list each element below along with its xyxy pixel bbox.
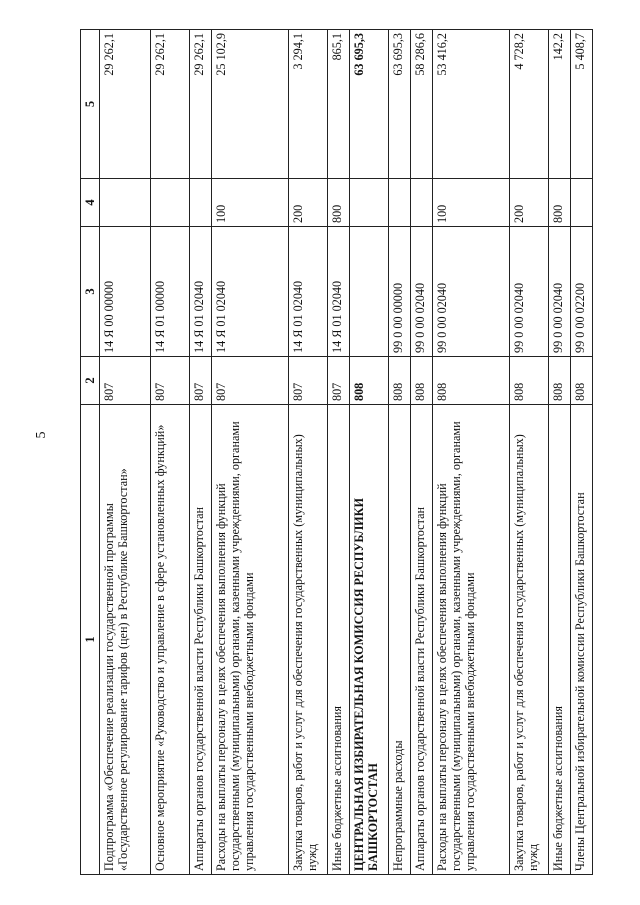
row-name: Непрограммные расходы — [389, 405, 411, 875]
row-code: 807 — [100, 357, 151, 405]
row-amount: 53 416,2 — [433, 30, 510, 179]
column-header-5: 5 — [81, 30, 100, 179]
row-type — [389, 179, 411, 227]
row-name: Аппараты органов государственной власти Республики Башкортостан — [411, 405, 433, 875]
row-name: Аппараты органов государственной власти Республики Башкортостан — [190, 405, 212, 875]
row-code: 808 — [549, 357, 571, 405]
table-header-row — [81, 30, 100, 875]
row-amount: 63 695,3 — [389, 30, 411, 179]
row-code: 808 — [433, 357, 510, 405]
row-code: 808 — [411, 357, 433, 405]
row-code: 808 — [350, 357, 389, 405]
row-name: Члены Центральной избирательной комиссии Республики Башкортостан — [571, 405, 593, 875]
row-code: 807 — [212, 357, 289, 405]
row-amount: 29 262,1 — [151, 30, 190, 179]
row-type: 200 — [510, 179, 549, 227]
row-target: 99 0 00 02200 — [571, 227, 593, 357]
row-target: 14 Я 00 00000 — [100, 227, 151, 357]
row-target: 99 0 00 00000 — [389, 227, 411, 357]
row-target: 14 Я 01 02040 — [212, 227, 289, 357]
row-amount: 4 728,2 — [510, 30, 549, 179]
table-row — [289, 30, 328, 875]
row-amount: 25 102,9 — [212, 30, 289, 179]
row-code: 808 — [389, 357, 411, 405]
row-target: 14 Я 01 02040 — [289, 227, 328, 357]
row-amount: 5 408,7 — [571, 30, 593, 179]
row-amount: 63 695,3 — [350, 30, 389, 179]
table-row — [549, 30, 571, 875]
table-row — [433, 30, 510, 875]
row-name: Закупка товаров, работ и услуг для обеспечения государственных (муниципальных) нужд — [510, 405, 549, 875]
row-type — [190, 179, 212, 227]
table-row — [510, 30, 549, 875]
row-type — [350, 179, 389, 227]
budget-table — [80, 29, 593, 875]
table-row — [328, 30, 350, 875]
row-name: ЦЕНТРАЛЬНАЯ ИЗБИРАТЕЛЬНАЯ КОМИССИЯ РЕСПУБЛИКИ БАШКОРТОСТАН — [350, 405, 389, 875]
row-target: 99 0 00 02040 — [549, 227, 571, 357]
table-row — [100, 30, 151, 875]
column-header-1: 1 — [81, 405, 100, 875]
row-code: 807 — [289, 357, 328, 405]
row-amount: 142,2 — [549, 30, 571, 179]
row-type — [100, 179, 151, 227]
row-code: 808 — [571, 357, 593, 405]
row-type — [151, 179, 190, 227]
row-target — [350, 227, 389, 357]
row-target: 14 Я 01 02040 — [328, 227, 350, 357]
row-type — [571, 179, 593, 227]
row-name: Расходы на выплаты персоналу в целях обеспечения выполнения функций государственными (муниципальными) органами, казенными учреждениями, органами управления государственными внебюджетными фондами — [212, 405, 289, 875]
row-amount: 865,1 — [328, 30, 350, 179]
table-row — [212, 30, 289, 875]
row-target: 99 0 00 02040 — [411, 227, 433, 357]
row-type — [411, 179, 433, 227]
column-header-4: 4 — [81, 179, 100, 227]
row-type: 100 — [433, 179, 510, 227]
column-header-2: 2 — [81, 357, 100, 405]
page-number: 5 — [34, 431, 49, 439]
row-code: 807 — [328, 357, 350, 405]
row-target: 14 Я 01 00000 — [151, 227, 190, 357]
rotated-page-content — [80, 30, 588, 875]
row-name: Иные бюджетные ассигнования — [549, 405, 571, 875]
row-type: 800 — [328, 179, 350, 227]
row-target: 99 0 00 02040 — [433, 227, 510, 357]
row-target: 14 Я 01 02040 — [190, 227, 212, 357]
table-row-section-header — [350, 30, 389, 875]
row-type: 100 — [212, 179, 289, 227]
row-name: Основное мероприятие «Руководство и управление в сфере установленных функций» — [151, 405, 190, 875]
table-row — [411, 30, 433, 875]
table-row — [190, 30, 212, 875]
row-amount: 29 262,1 — [100, 30, 151, 179]
column-header-3: 3 — [81, 227, 100, 357]
row-name: Иные бюджетные ассигнования — [328, 405, 350, 875]
row-code: 807 — [190, 357, 212, 405]
row-name: Расходы на выплаты персоналу в целях обеспечения выполнения функций государственными (муниципальными) органами, казенными учреждениями, органами управления государственными внебюджетными фондами — [433, 405, 510, 875]
row-amount: 29 262,1 — [190, 30, 212, 179]
row-type: 200 — [289, 179, 328, 227]
table-row — [571, 30, 593, 875]
row-target: 99 0 00 02040 — [510, 227, 549, 357]
row-code: 807 — [151, 357, 190, 405]
table-row — [151, 30, 190, 875]
row-code: 808 — [510, 357, 549, 405]
row-type: 800 — [549, 179, 571, 227]
table-row — [389, 30, 411, 875]
row-amount: 3 294,1 — [289, 30, 328, 179]
row-name: Закупка товаров, работ и услуг для обеспечения государственных (муниципальных) нужд — [289, 405, 328, 875]
row-amount: 58 286,6 — [411, 30, 433, 179]
row-name: Подпрограмма «Обеспечение реализации государственной программы «Государственное регулирование тарифов (цен) в Республике Башкортостан» — [100, 405, 151, 875]
